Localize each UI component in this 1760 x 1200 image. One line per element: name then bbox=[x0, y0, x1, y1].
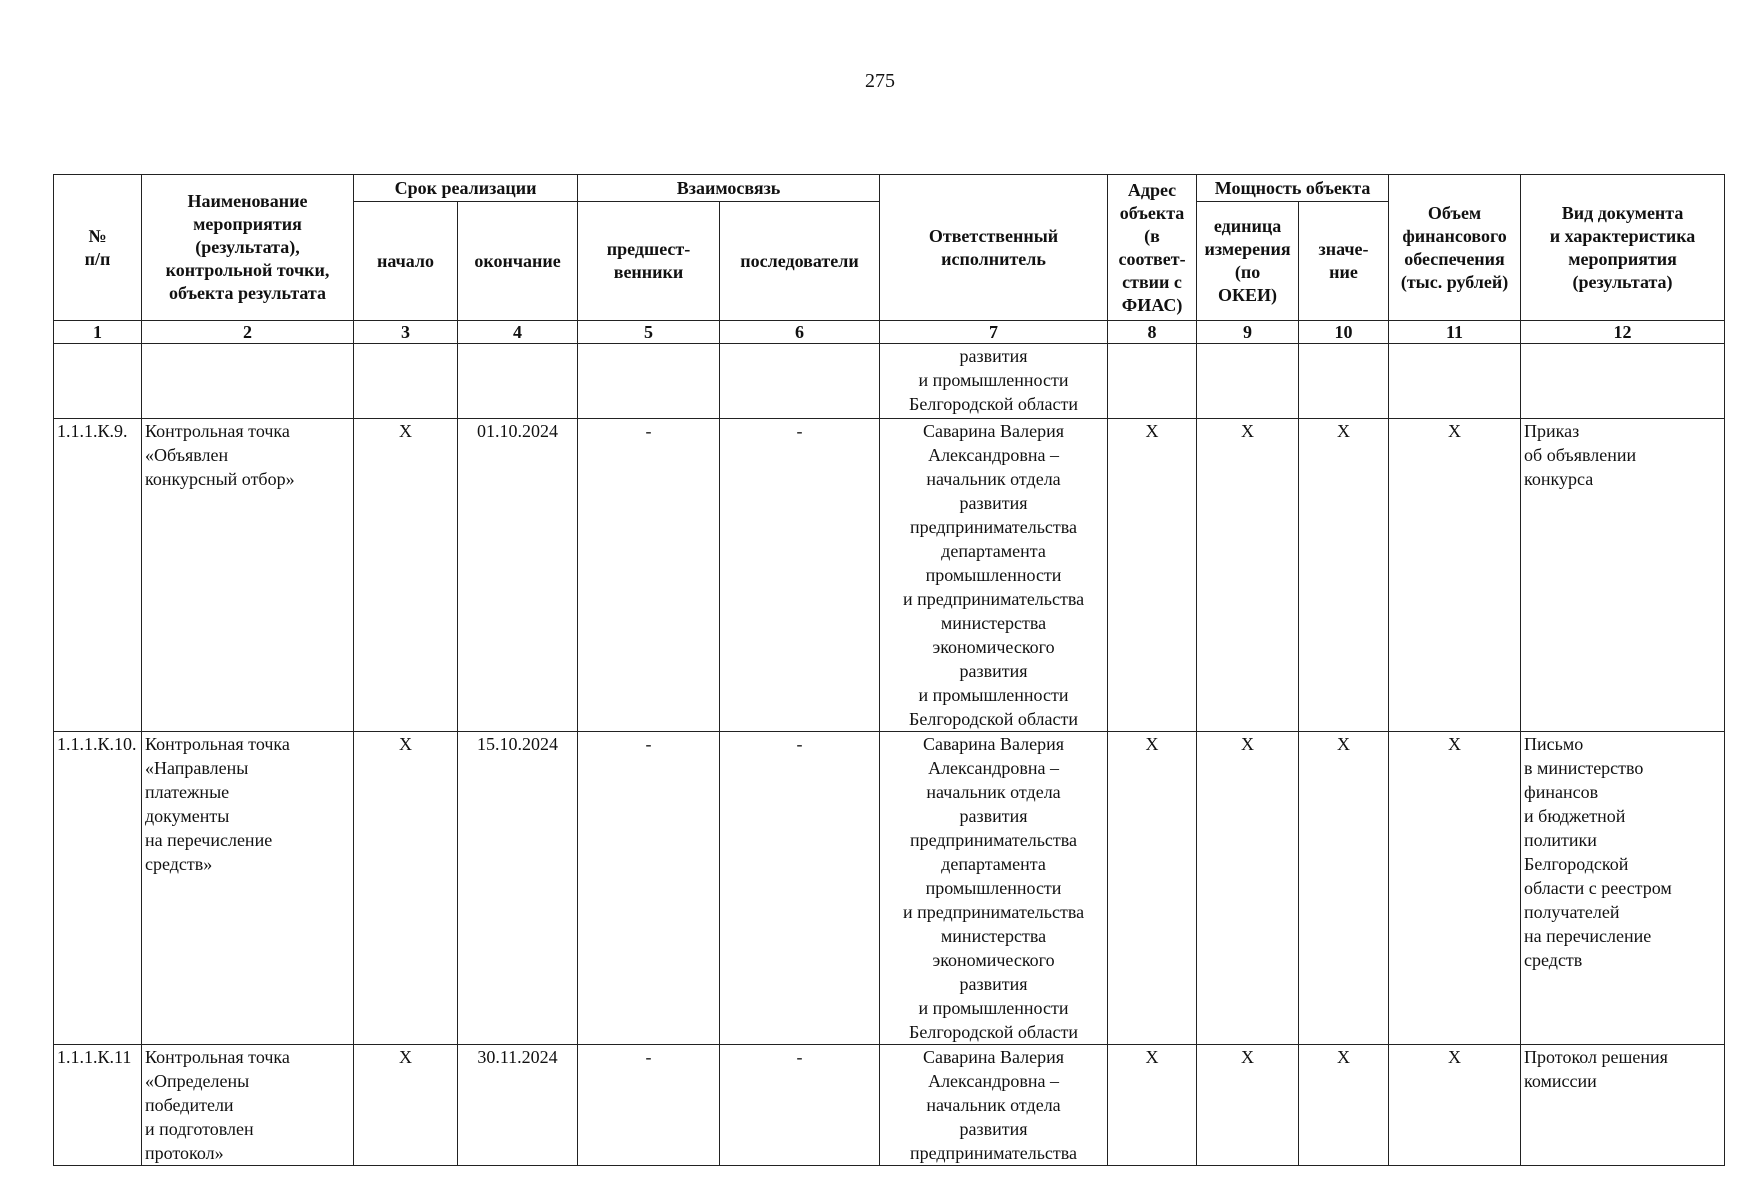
column-number: 12 bbox=[1521, 321, 1725, 344]
header-executor: Ответственный исполнитель bbox=[880, 175, 1108, 321]
cell-value: X bbox=[1299, 732, 1389, 1045]
table-row bbox=[54, 419, 1725, 732]
cell-document: Протокол решения комиссии bbox=[1521, 1045, 1725, 1166]
cell-end: 30.11.2024 bbox=[458, 1045, 578, 1166]
header-successors: последователи bbox=[720, 202, 880, 321]
header-group-relations: Взаимосвязь bbox=[578, 175, 880, 202]
cell-finance: X bbox=[1389, 419, 1521, 732]
cell-name: Контрольная точка «Направлены платежные документы на перечисление средств» bbox=[142, 732, 354, 1045]
column-number: 4 bbox=[458, 321, 578, 344]
header-address: Адрес объекта (в соответ- ствии с ФИАС) bbox=[1108, 175, 1197, 321]
column-number: 5 bbox=[578, 321, 720, 344]
cell-finance: X bbox=[1389, 732, 1521, 1045]
column-number: 8 bbox=[1108, 321, 1197, 344]
cell-value: X bbox=[1299, 1045, 1389, 1166]
cell-name: Контрольная точка «Определены победители и подготовлен протокол» bbox=[142, 1045, 354, 1166]
cell-successors: - bbox=[720, 732, 880, 1045]
header-num: № п/п bbox=[54, 175, 142, 321]
cell-empty bbox=[142, 344, 354, 419]
cell-empty bbox=[458, 344, 578, 419]
cell-finance: X bbox=[1389, 1045, 1521, 1166]
column-number: 1 bbox=[54, 321, 142, 344]
cell-address: X bbox=[1108, 732, 1197, 1045]
cell-executor: Саварина Валерия Александровна – начальник отдела развития предпринимательства департамента промышленности и предпринимательства министерства экономического развития и промышленности Белгородской области bbox=[880, 419, 1108, 732]
cell-document: Письмо в министерство финансов и бюджетной политики Белгородской области с реестром получателей на перечисление средств bbox=[1521, 732, 1725, 1045]
cell-empty bbox=[1299, 344, 1389, 419]
plan-table bbox=[53, 174, 1725, 1166]
header-unit: единица измерения (по ОКЕИ) bbox=[1197, 202, 1299, 321]
header-name: Наименование мероприятия (результата), контрольной точки, объекта результата bbox=[142, 175, 354, 321]
page-number: 275 bbox=[865, 70, 895, 92]
cell-empty bbox=[354, 344, 458, 419]
cell-start: X bbox=[354, 732, 458, 1045]
header-group-capacity: Мощность объекта bbox=[1197, 175, 1389, 202]
column-number: 2 bbox=[142, 321, 354, 344]
column-numbers-row bbox=[54, 321, 1725, 344]
column-number: 10 bbox=[1299, 321, 1389, 344]
cell-num: 1.1.1.К.9. bbox=[54, 419, 142, 732]
header-document: Вид документа и характеристика мероприятия (результата) bbox=[1521, 175, 1725, 321]
cell-predecessors: - bbox=[578, 419, 720, 732]
cell-predecessors: - bbox=[578, 732, 720, 1045]
header-predecessors: предшест- венники bbox=[578, 202, 720, 321]
cell-empty bbox=[54, 344, 142, 419]
header-group-period: Срок реализации bbox=[354, 175, 578, 202]
cell-start: X bbox=[354, 419, 458, 732]
cell-value: X bbox=[1299, 419, 1389, 732]
cell-start: X bbox=[354, 1045, 458, 1166]
table-row bbox=[54, 732, 1725, 1045]
cell-successors: - bbox=[720, 419, 880, 732]
table-row-continuation bbox=[54, 344, 1725, 419]
cell-empty bbox=[720, 344, 880, 419]
column-number: 9 bbox=[1197, 321, 1299, 344]
cell-unit: X bbox=[1197, 732, 1299, 1045]
cell-document: Приказ об объявлении конкурса bbox=[1521, 419, 1725, 732]
header-end: окончание bbox=[458, 202, 578, 321]
table-row bbox=[54, 1045, 1725, 1166]
header-start: начало bbox=[354, 202, 458, 321]
header-finance: Объем финансового обеспечения (тыс. рублей) bbox=[1389, 175, 1521, 321]
column-number: 3 bbox=[354, 321, 458, 344]
column-number: 11 bbox=[1389, 321, 1521, 344]
column-number: 6 bbox=[720, 321, 880, 344]
cell-predecessors: - bbox=[578, 1045, 720, 1166]
cell-successors: - bbox=[720, 1045, 880, 1166]
cell-empty bbox=[1197, 344, 1299, 419]
cell-num: 1.1.1.К.11 bbox=[54, 1045, 142, 1166]
cell-executor: Саварина Валерия Александровна – начальник отдела развития предпринимательства департамента промышленности и предпринимательства министерства экономического развития и промышленности Белгородской области bbox=[880, 732, 1108, 1045]
cell-empty bbox=[578, 344, 720, 419]
header-value: значе- ние bbox=[1299, 202, 1389, 321]
cell-end: 15.10.2024 bbox=[458, 732, 578, 1045]
cell-num: 1.1.1.К.10. bbox=[54, 732, 142, 1045]
cell-empty bbox=[1389, 344, 1521, 419]
cell-address: X bbox=[1108, 1045, 1197, 1166]
cell-unit: X bbox=[1197, 419, 1299, 732]
cell-address: X bbox=[1108, 419, 1197, 732]
cell-unit: X bbox=[1197, 1045, 1299, 1166]
cell-empty bbox=[1521, 344, 1725, 419]
column-number: 7 bbox=[880, 321, 1108, 344]
cell-end: 01.10.2024 bbox=[458, 419, 578, 732]
cell-name: Контрольная точка «Объявлен конкурсный отбор» bbox=[142, 419, 354, 732]
cell-empty bbox=[1108, 344, 1197, 419]
cell-executor: развития и промышленности Белгородской области bbox=[880, 344, 1108, 419]
cell-executor: Саварина Валерия Александровна – начальник отдела развития предпринимательства bbox=[880, 1045, 1108, 1166]
